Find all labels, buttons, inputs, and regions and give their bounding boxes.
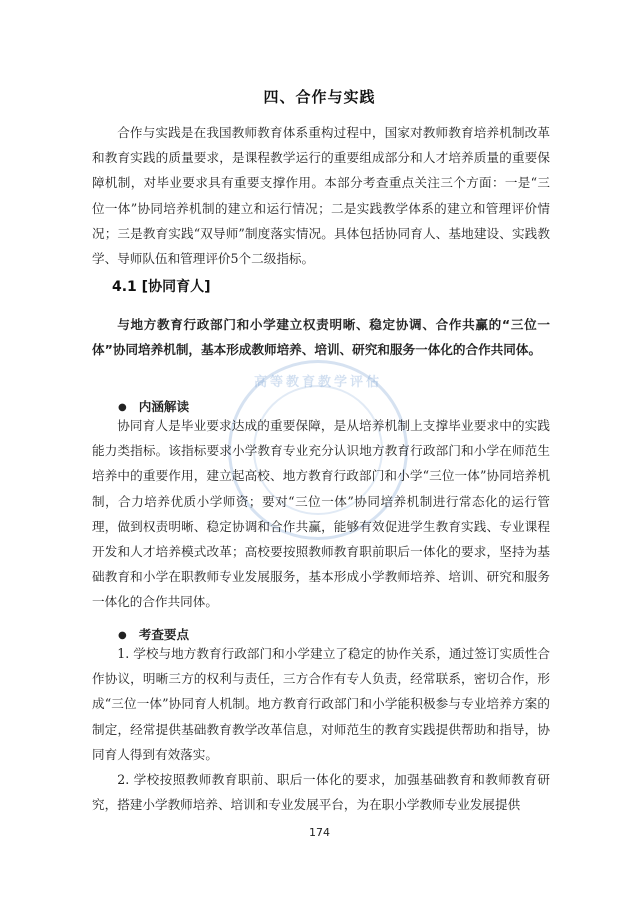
intro-paragraph: 合作与实践是在我国教师教育体系重构过程中，国家对教师教育培养机制改革和教育实践的质量要求，是课程教学运行的重要组成部分和人才培养质量的重要保障机制，对毕业要求具有重要支撑作用。本部分考查重点关注三个方面：一是“三位一体”协同培养机制的建立和运行情况；二是实践教学体系的建立和管理评价情况；三是教育实践“双导师”制度落实情况。具体包括协同育人、基地建设、实践教学、导师队伍和管理评价5个二级指标。 [92,125,550,267]
bullet-icon: ● [118,402,127,413]
checkpoint-2: 2. 学校按照教师教育职前、职后一体化的要求，加强基础教育和教师教育研究，搭建小学教师培养、培训和专业发展平台，为在职小学教师专业发展提供 [92,772,550,813]
requirement-statement: 与地方教育行政部门和小学建立权责明晰、稳定协调、合作共赢的“三位一体”协同培养机制，基本形成教师培养、培训、研究和服务一体化的合作共同体。 [92,317,550,358]
bullet-icon: ● [118,630,127,641]
interpretation-label: 内涵解读 [138,399,190,414]
page-number: 174 [309,826,330,839]
checkpoints-label: 考查要点 [138,627,190,642]
section-title: 四、合作与实践 [263,88,376,106]
checkpoint-1: 1. 学校与地方教育行政部门和小学建立了稳定的协作关系，通过签订实质性合作协议，明晰三方的权利与责任，三方合作有专人负责，经常联系，密切合作，形成“三位一体”协同育人机制。地方教育行政部门和小学能积极参与专业培养方案的制定，经常提供基础教育教学改革信息，对师范生的教育实践提供帮助和指导，协同育人得到有效落实。 [92,646,550,762]
seal-text: 高等教育教学评估 [253,375,382,390]
subsection-heading: 4.1 [协同育人] [112,279,211,295]
interpretation-paragraph: 协同育人是毕业要求达成的重要保障，是从培养机制上支撑毕业要求中的实践能力类指标。该指标要求小学教育专业充分认识地方教育行政部门和小学在师范生培养中的重要作用，建立起高校、地方教育行政部门和小学“三位一体”协同培养机制，合力培养优质小学师资；要对“三位一体”协同培养机制进行常态化的运行管理，做到权责明晰、稳定协调和合作共赢，能够有效促进学生教育实践、专业课程开发和人才培养模式改革；高校要按照教师教育职前职后一体化的要求，坚持为基础教育和小学在职教师专业发展服务，基本形成小学教师培养、培训、研究和服务一体化的合作共同体。 [92,418,550,610]
